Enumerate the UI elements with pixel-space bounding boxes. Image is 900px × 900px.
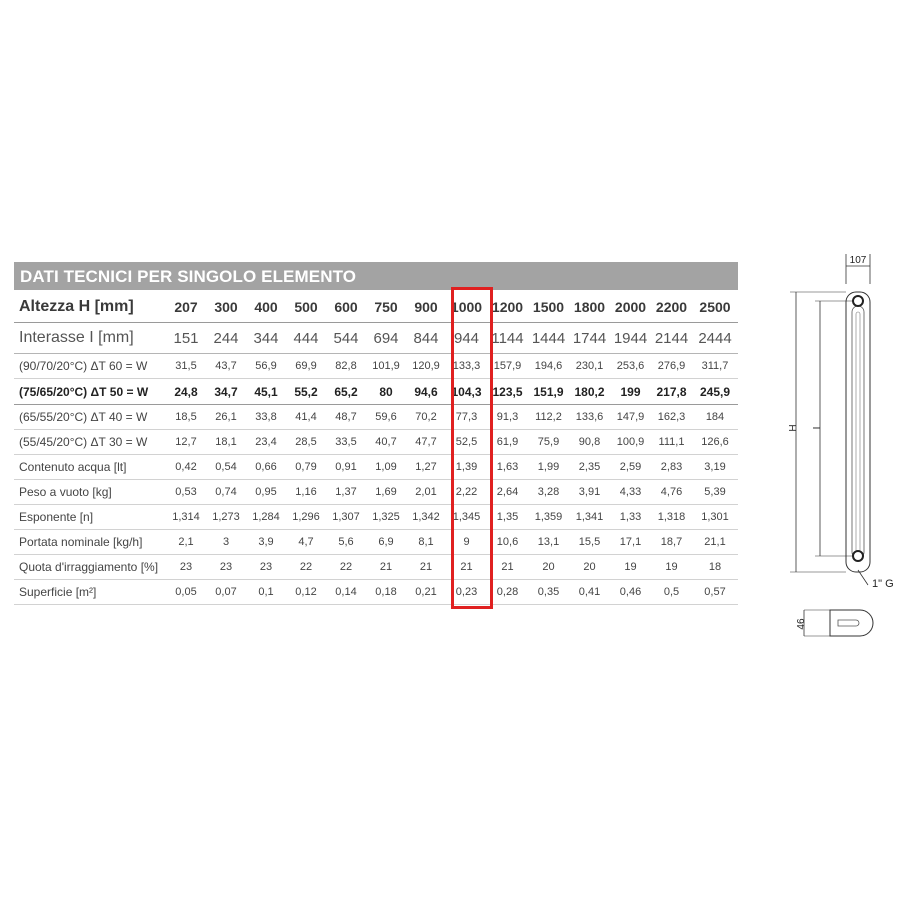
- table-cell: 157,9: [487, 354, 528, 379]
- table-cell: 91,3: [487, 405, 528, 430]
- table-row: [14, 405, 738, 430]
- table-cell: 4,76: [651, 480, 692, 505]
- table-cell: 1,307: [326, 505, 366, 530]
- table-cell: 18,5: [166, 405, 206, 430]
- table-cell: 3,9: [246, 530, 286, 555]
- table-cell: 101,9: [366, 354, 406, 379]
- table-cell: 2,01: [406, 480, 446, 505]
- table-cell: 20: [569, 555, 610, 580]
- table-cell: 4,33: [610, 480, 651, 505]
- table-cell: 1,39: [446, 455, 487, 480]
- table-title: DATI TECNICI PER SINGOLO ELEMENTO: [14, 262, 738, 290]
- table-cell: 15,5: [569, 530, 610, 555]
- table-cell: 1144: [487, 323, 528, 354]
- table-cell: 56,9: [246, 354, 286, 379]
- table-row: [14, 323, 738, 354]
- table-cell: 0,1: [246, 580, 286, 605]
- table-cell: 1,342: [406, 505, 446, 530]
- table-cell: 43,7: [206, 354, 246, 379]
- table-cell: 311,7: [692, 354, 738, 379]
- table-cell: 4,7: [286, 530, 326, 555]
- row-label: Interasse I [mm]: [14, 323, 166, 354]
- table-cell: 184: [692, 405, 738, 430]
- table-cell: 59,6: [366, 405, 406, 430]
- table-cell: 0,41: [569, 580, 610, 605]
- table-cell: 10,6: [487, 530, 528, 555]
- table-cell: 80: [366, 379, 406, 405]
- row-label: (55/45/20°C) ΔT 30 = W: [14, 430, 166, 455]
- table-cell: 1,359: [528, 505, 569, 530]
- table-cell: 600: [326, 292, 366, 323]
- table-cell: 1,63: [487, 455, 528, 480]
- table-cell: 199: [610, 379, 651, 405]
- table-cell: 1,273: [206, 505, 246, 530]
- table-cell: 2000: [610, 292, 651, 323]
- table-cell: 82,8: [326, 354, 366, 379]
- table-cell: 19: [610, 555, 651, 580]
- height-dimension-label: H: [788, 424, 799, 432]
- row-label: Peso a vuoto [kg]: [14, 480, 166, 505]
- table-cell: 0,79: [286, 455, 326, 480]
- table-cell: 1,33: [610, 505, 651, 530]
- table-cell: 47,7: [406, 430, 446, 455]
- table-cell: 13,1: [528, 530, 569, 555]
- table-row: [14, 580, 738, 605]
- table-cell: 0,35: [528, 580, 569, 605]
- table-cell: 207: [166, 292, 206, 323]
- table-cell: 1500: [528, 292, 569, 323]
- table-cell: 1944: [610, 323, 651, 354]
- table-cell: 1800: [569, 292, 610, 323]
- width-dimension-label: 107: [849, 255, 867, 266]
- table-cell: 26,1: [206, 405, 246, 430]
- table-cell: 2500: [692, 292, 738, 323]
- table-cell: 20: [528, 555, 569, 580]
- table-cell: 0,95: [246, 480, 286, 505]
- table-cell: 21: [487, 555, 528, 580]
- table-cell: 112,2: [528, 405, 569, 430]
- table-cell: 0,14: [326, 580, 366, 605]
- table-cell: 100,9: [610, 430, 651, 455]
- table-cell: 120,9: [406, 354, 446, 379]
- table-cell: 0,57: [692, 580, 738, 605]
- table-cell: 104,3: [446, 379, 487, 405]
- table-cell: 2,22: [446, 480, 487, 505]
- table-cell: 400: [246, 292, 286, 323]
- table-cell: 21,1: [692, 530, 738, 555]
- table-cell: 1,35: [487, 505, 528, 530]
- table-cell: 0,12: [286, 580, 326, 605]
- table-cell: 0,05: [166, 580, 206, 605]
- table-cell: 750: [366, 292, 406, 323]
- table-cell: 147,9: [610, 405, 651, 430]
- table-cell: 944: [446, 323, 487, 354]
- table-cell: 444: [286, 323, 326, 354]
- table-cell: 48,7: [326, 405, 366, 430]
- table-cell: 544: [326, 323, 366, 354]
- table-cell: 126,6: [692, 430, 738, 455]
- table-cell: 244: [206, 323, 246, 354]
- spec-table: [14, 292, 738, 605]
- table-cell: 21: [406, 555, 446, 580]
- table-cell: 1,314: [166, 505, 206, 530]
- table-cell: 12,7: [166, 430, 206, 455]
- table-cell: 18,7: [651, 530, 692, 555]
- table-cell: 55,2: [286, 379, 326, 405]
- table-row: [14, 555, 738, 580]
- depth-dimension-label: 46: [796, 618, 807, 630]
- table-cell: 18,1: [206, 430, 246, 455]
- table-cell: 0,53: [166, 480, 206, 505]
- table-cell: 217,8: [651, 379, 692, 405]
- row-label: Contenuto acqua [lt]: [14, 455, 166, 480]
- table-cell: 253,6: [610, 354, 651, 379]
- table-cell: 344: [246, 323, 286, 354]
- table-cell: 2,83: [651, 455, 692, 480]
- table-cell: 61,9: [487, 430, 528, 455]
- table-cell: 19: [651, 555, 692, 580]
- table-cell: 8,1: [406, 530, 446, 555]
- table-cell: 1,296: [286, 505, 326, 530]
- table-cell: 162,3: [651, 405, 692, 430]
- table-cell: 180,2: [569, 379, 610, 405]
- table-cell: 2444: [692, 323, 738, 354]
- row-label: Superficie [m²]: [14, 580, 166, 605]
- table-cell: 0,07: [206, 580, 246, 605]
- row-label: Quota d'irraggiamento [%]: [14, 555, 166, 580]
- table-row: [14, 292, 738, 323]
- table-row: [14, 530, 738, 555]
- table-cell: 5,39: [692, 480, 738, 505]
- table-cell: 21: [366, 555, 406, 580]
- table-cell: 1744: [569, 323, 610, 354]
- table-cell: 24,8: [166, 379, 206, 405]
- table-cell: 70,2: [406, 405, 446, 430]
- table-cell: 2,1: [166, 530, 206, 555]
- table-cell: 31,5: [166, 354, 206, 379]
- table-cell: 0,74: [206, 480, 246, 505]
- row-label: (65/55/20°C) ΔT 40 = W: [14, 405, 166, 430]
- table-cell: 123,5: [487, 379, 528, 405]
- table-cell: 133,6: [569, 405, 610, 430]
- table-cell: 0,23: [446, 580, 487, 605]
- table-cell: 45,1: [246, 379, 286, 405]
- table-cell: 694: [366, 323, 406, 354]
- table-row: [14, 430, 738, 455]
- table-cell: 194,6: [528, 354, 569, 379]
- table-cell: 34,7: [206, 379, 246, 405]
- table-cell: 17,1: [610, 530, 651, 555]
- table-cell: 0,42: [166, 455, 206, 480]
- interaxis-dimension-label: I: [812, 426, 823, 430]
- table-cell: 1,09: [366, 455, 406, 480]
- table-cell: 52,5: [446, 430, 487, 455]
- table-cell: 6,9: [366, 530, 406, 555]
- table-cell: 900: [406, 292, 446, 323]
- table-cell: 22: [326, 555, 366, 580]
- table-cell: 276,9: [651, 354, 692, 379]
- table-cell: 77,3: [446, 405, 487, 430]
- table-cell: 33,5: [326, 430, 366, 455]
- table-cell: 9: [446, 530, 487, 555]
- table-cell: 94,6: [406, 379, 446, 405]
- table-cell: 40,7: [366, 430, 406, 455]
- table-cell: 1444: [528, 323, 569, 354]
- table-cell: 0,18: [366, 580, 406, 605]
- row-label: Esponente [n]: [14, 505, 166, 530]
- table-cell: 0,28: [487, 580, 528, 605]
- table-cell: 90,8: [569, 430, 610, 455]
- connection-size-label: 1" G: [872, 578, 894, 590]
- table-cell: 3,19: [692, 455, 738, 480]
- table-cell: 2,35: [569, 455, 610, 480]
- table-cell: 0,91: [326, 455, 366, 480]
- table-cell: 0,46: [610, 580, 651, 605]
- table-cell: 1,27: [406, 455, 446, 480]
- table-cell: 500: [286, 292, 326, 323]
- table-cell: 300: [206, 292, 246, 323]
- table-cell: 1,37: [326, 480, 366, 505]
- table-row: [14, 455, 738, 480]
- table-cell: 1,318: [651, 505, 692, 530]
- row-label: Portata nominale [kg/h]: [14, 530, 166, 555]
- table-cell: 23: [206, 555, 246, 580]
- table-cell: 75,9: [528, 430, 569, 455]
- table-cell: 230,1: [569, 354, 610, 379]
- table-cell: 23,4: [246, 430, 286, 455]
- table-cell: 0,54: [206, 455, 246, 480]
- table-cell: 0,21: [406, 580, 446, 605]
- table-cell: 22: [286, 555, 326, 580]
- table-cell: 0,5: [651, 580, 692, 605]
- table-cell: 1,99: [528, 455, 569, 480]
- table-cell: 3: [206, 530, 246, 555]
- table-cell: 1200: [487, 292, 528, 323]
- table-cell: 33,8: [246, 405, 286, 430]
- table-cell: 23: [166, 555, 206, 580]
- table-cell: 65,2: [326, 379, 366, 405]
- table-cell: 1,16: [286, 480, 326, 505]
- table-cell: 21: [446, 555, 487, 580]
- table-cell: 133,3: [446, 354, 487, 379]
- table-cell: 1,325: [366, 505, 406, 530]
- table-cell: 1,69: [366, 480, 406, 505]
- row-label: Altezza H [mm]: [14, 292, 166, 323]
- table-cell: 1,284: [246, 505, 286, 530]
- table-cell: 2200: [651, 292, 692, 323]
- radiator-element-drawing: [760, 240, 900, 670]
- table-cell: 28,5: [286, 430, 326, 455]
- table-row: [14, 480, 738, 505]
- table-cell: 69,9: [286, 354, 326, 379]
- table-cell: 111,1: [651, 430, 692, 455]
- table-row: [14, 505, 738, 530]
- table-cell: 2144: [651, 323, 692, 354]
- table-row: [14, 379, 738, 405]
- table-cell: 3,91: [569, 480, 610, 505]
- table-cell: 2,64: [487, 480, 528, 505]
- table-cell: 0,66: [246, 455, 286, 480]
- table-cell: 1,341: [569, 505, 610, 530]
- table-cell: 151: [166, 323, 206, 354]
- row-label: (90/70/20°C) ΔT 60 = W: [14, 354, 166, 379]
- table-cell: 151,9: [528, 379, 569, 405]
- table-row: [14, 354, 738, 379]
- table-cell: 1000: [446, 292, 487, 323]
- table-cell: 23: [246, 555, 286, 580]
- table-cell: 2,59: [610, 455, 651, 480]
- table-cell: 245,9: [692, 379, 738, 405]
- table-cell: 5,6: [326, 530, 366, 555]
- table-cell: 3,28: [528, 480, 569, 505]
- table-cell: 844: [406, 323, 446, 354]
- table-cell: 18: [692, 555, 738, 580]
- table-cell: 1,345: [446, 505, 487, 530]
- row-label: (75/65/20°C) ΔT 50 = W: [14, 379, 166, 405]
- table-cell: 41,4: [286, 405, 326, 430]
- table-cell: 1,301: [692, 505, 738, 530]
